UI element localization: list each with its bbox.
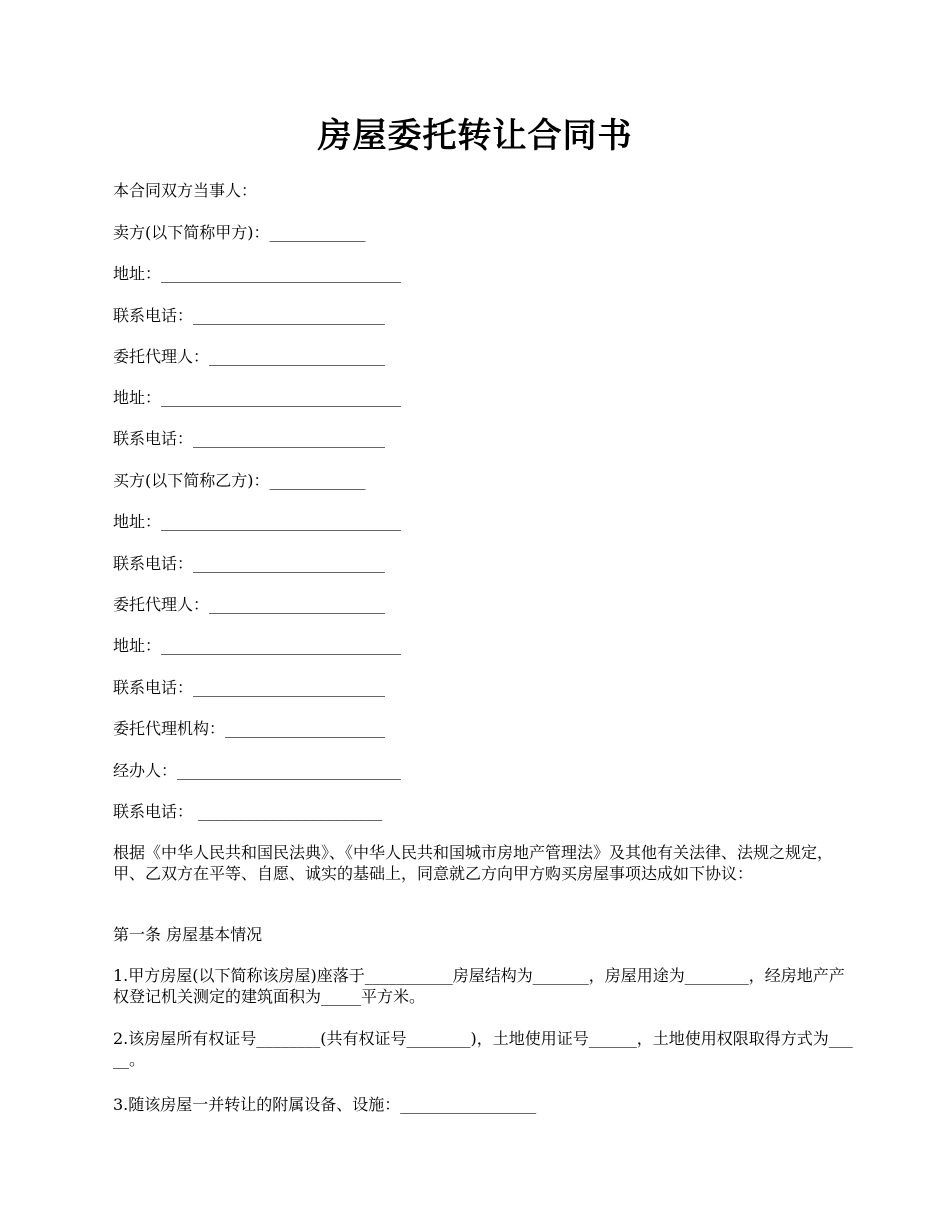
seller-agent-address-line: 地址：______________________________	[113, 388, 402, 407]
buyer-address-line: 地址：______________________________	[113, 512, 402, 531]
seller-agent-line: 委托代理人：______________________	[113, 347, 386, 366]
clause-3-line: 3.随该房屋一并转让的附属设备、设施：_________________	[113, 1095, 537, 1114]
buyer-phone-line: 联系电话：________________________	[113, 554, 386, 573]
buyer-party-line: 买方(以下简称乙方)：____________	[113, 471, 366, 490]
buyer-agent-address-line: 地址：______________________________	[113, 636, 402, 655]
agency-line: 委托代理机构：____________________	[113, 719, 386, 738]
clause-2-paragraph: 2.该房屋所有权证号________(共有权证号________)，土地使用证号______，土地使用权限取得方式为_____。	[113, 1029, 853, 1069]
seller-agent-phone-line: 联系电话：________________________	[113, 429, 386, 448]
preamble-paragraph: 根据《中华人民共和国民法典》、《中华人民共和国城市房地产管理法》及其他有关法律、法规之规定，甲、乙双方在平等、自愿、诚实的基础上，同意就乙方向甲方购买房屋事项达成如下协议：	[113, 843, 834, 883]
buyer-agent-phone-line: 联系电话：________________________	[113, 678, 386, 697]
agency-phone-line: 联系电话： _______________________	[113, 802, 383, 821]
seller-party-line: 卖方(以下简称甲方)：____________	[113, 223, 366, 242]
seller-phone-line: 联系电话：________________________	[113, 306, 386, 325]
document-title: 房屋委托转让合同书	[317, 116, 633, 156]
seller-address-line: 地址：______________________________	[113, 264, 402, 283]
article-1-heading: 第一条 房屋基本情况	[113, 925, 263, 944]
handler-line: 经办人：____________________________	[113, 761, 402, 780]
clause-1-paragraph: 1.甲方房屋(以下简称该房屋)座落于___________房屋结构为_______，房屋用途为________，经房地产产权登记机关测定的建筑面积为_____平方米。	[113, 966, 845, 1006]
buyer-agent-line: 委托代理人：______________________	[113, 595, 386, 614]
intro-line: 本合同双方当事人：	[113, 181, 258, 200]
